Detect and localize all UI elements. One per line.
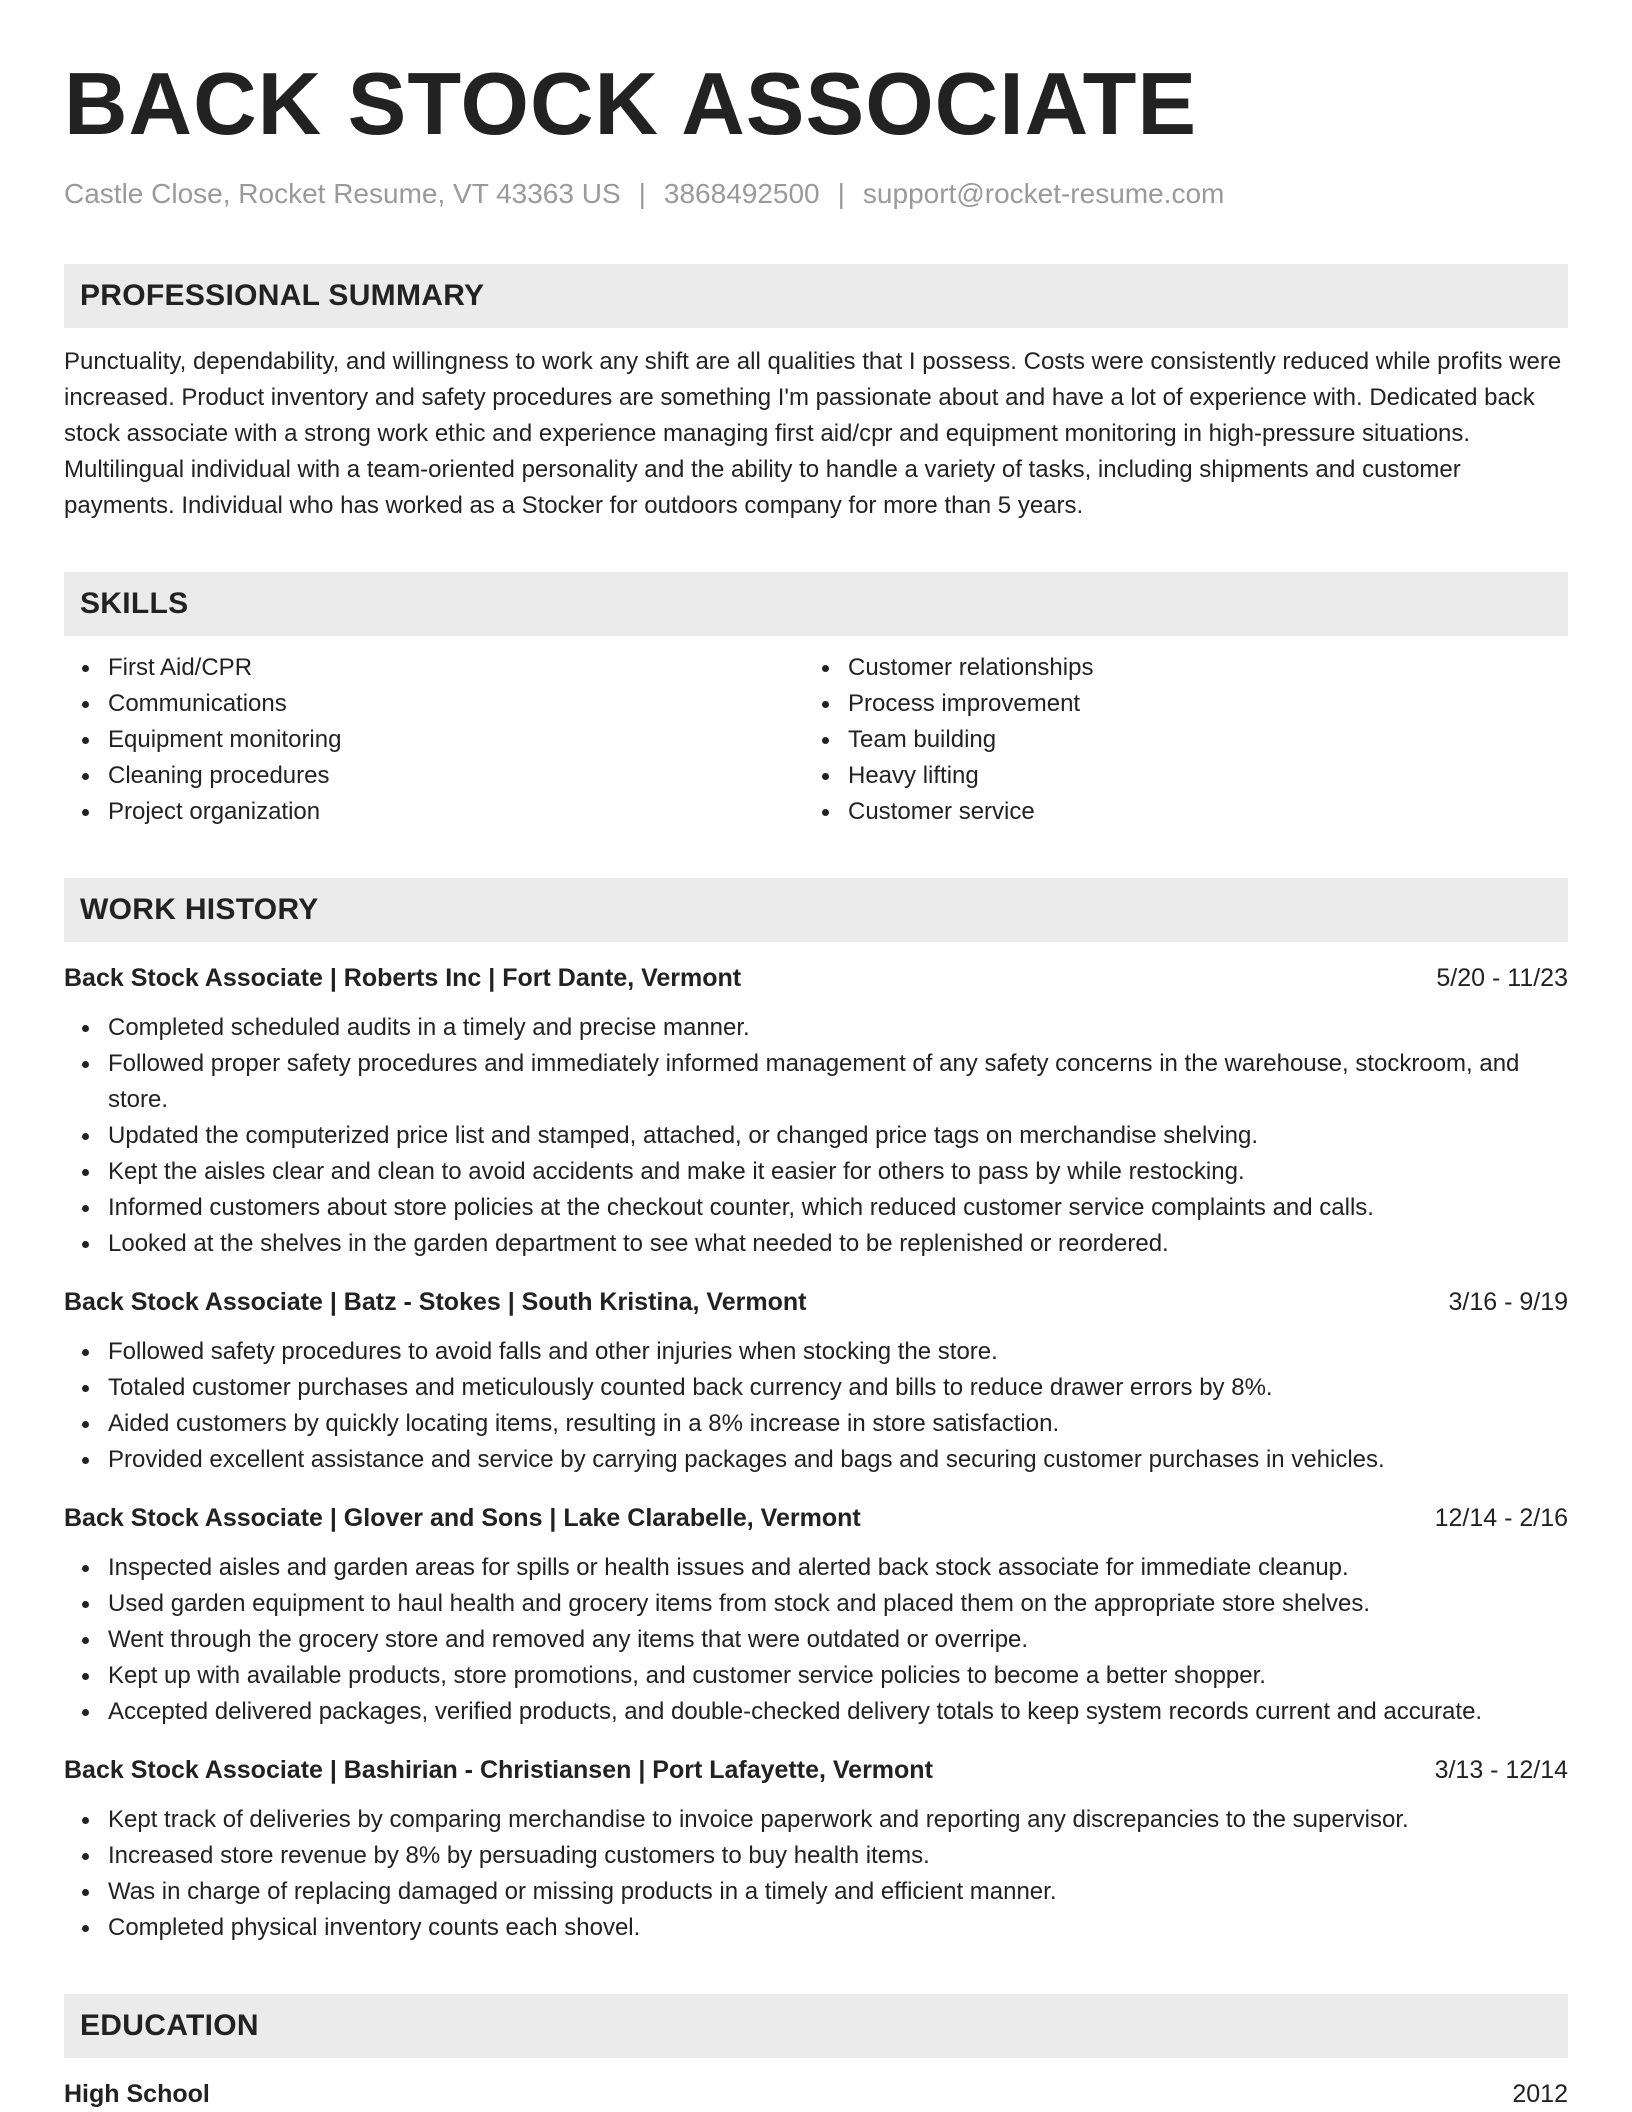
resume-name: BACK STOCK ASSOCIATE: [64, 54, 1198, 153]
skills-heading: SKILLS: [64, 572, 1568, 636]
job-bullet: Updated the computerized price list and stamped, attached, or changed price tags on merchandise shelving.: [108, 1118, 1568, 1154]
job-bullet: Followed safety procedures to avoid falls and other injuries when stocking the store.: [108, 1334, 1568, 1370]
job-bullets: [64, 1802, 1568, 1946]
job-header: [64, 960, 1568, 996]
job-bullet: Accepted delivered packages, verified products, and double-checked delivery totals to keep system records current and accurate.: [108, 1694, 1568, 1730]
work-history-heading: WORK HISTORY: [64, 878, 1568, 942]
contact-separator: |: [638, 178, 646, 209]
job-title: Back Stock Associate | Glover and Sons | Lake Clarabelle, Vermont: [64, 1504, 861, 1532]
job-entry: [64, 1284, 1568, 1478]
summary-heading: PROFESSIONAL SUMMARY: [64, 264, 1568, 328]
job-header: [64, 1500, 1568, 1536]
job-bullets: [64, 1010, 1568, 1262]
skill-item: Team building: [848, 722, 1544, 758]
skill-item: Customer relationships: [848, 650, 1544, 686]
job-bullet: Totaled customer purchases and meticulously counted back currency and bills to reduce drawer errors by 8%.: [108, 1370, 1568, 1406]
skill-item: First Aid/CPR: [108, 650, 804, 686]
job-entry: [64, 960, 1568, 1262]
job-header: [64, 1284, 1568, 1320]
job-bullet: Looked at the shelves in the garden department to see what needed to be replenished or reordered.: [108, 1226, 1568, 1262]
job-dates: 3/13 - 12/14: [1434, 1756, 1568, 1784]
job-bullet: Kept the aisles clear and clean to avoid accidents and make it easier for others to pass by while restocking.: [108, 1154, 1568, 1190]
job-bullet: Informed customers about store policies at the checkout counter, which reduced customer service complaints and calls.: [108, 1190, 1568, 1226]
summary-text: Punctuality, dependability, and willingness to work any shift are all qualities that I possess. Costs were consistently reduced while profits were increased. Product inventory and safety procedures are something I'm passionate about and have a lot of experience with. Dedicated back stock associate with a strong work ethic and experience managing first aid/cpr and equipment monitoring in high-pressure situations. Multilingual individual with a team-oriented personality and the ability to handle a variety of tasks, including shipments and customer payments. Individual who has worked as a Stocker for outdoors company for more than 5 years.: [64, 348, 1562, 519]
job-bullet: Aided customers by quickly locating items, resulting in a 8% increase in store satisfaction.: [108, 1406, 1568, 1442]
skill-item: Customer service: [848, 794, 1544, 830]
job-title: Back Stock Associate | Batz - Stokes | South Kristina, Vermont: [64, 1288, 807, 1316]
skills-list: [64, 650, 1568, 830]
contact-email: support@rocket-resume.com: [862, 178, 1225, 209]
education-year: 2012: [1512, 2080, 1568, 2108]
job-bullet: Was in charge of replacing damaged or missing products in a timely and efficient manner.: [108, 1874, 1568, 1910]
job-bullet: Followed proper safety procedures and immediately informed management of any safety concerns in the warehouse, stockroom, and store.: [108, 1046, 1568, 1118]
skill-item: Process improvement: [848, 686, 1544, 722]
education-school: High School: [64, 2080, 210, 2108]
job-bullet: Kept track of deliveries by comparing merchandise to invoice paperwork and reporting any discrepancies to the supervisor.: [108, 1802, 1568, 1838]
job-bullet: Went through the grocery store and removed any items that were outdated or overripe.: [108, 1622, 1568, 1658]
education-entry: [64, 2076, 1568, 2112]
job-dates: 3/16 - 9/19: [1448, 1288, 1568, 1316]
job-bullet: Kept up with available products, store promotions, and customer service policies to become a better shopper.: [108, 1658, 1568, 1694]
education-heading: EDUCATION: [64, 1994, 1568, 2058]
skills-column-left: [64, 650, 804, 830]
job-header: [64, 1752, 1568, 1788]
job-dates: 12/14 - 2/16: [1434, 1504, 1568, 1532]
skill-item: Project organization: [108, 794, 804, 830]
skill-item: Equipment monitoring: [108, 722, 804, 758]
contact-line: [64, 176, 1568, 212]
job-title: Back Stock Associate | Bashirian - Christiansen | Port Lafayette, Vermont: [64, 1756, 933, 1784]
job-entry: [64, 1752, 1568, 1946]
job-entry: [64, 1500, 1568, 1730]
job-bullet: Used garden equipment to haul health and grocery items from stock and placed them on the appropriate store shelves.: [108, 1586, 1568, 1622]
job-bullet: Provided excellent assistance and service by carrying packages and bags and securing customer purchases in vehicles.: [108, 1442, 1568, 1478]
contact-address: Castle Close, Rocket Resume, VT 43363 US: [64, 178, 621, 209]
skill-item: Communications: [108, 686, 804, 722]
contact-phone: 3868492500: [663, 178, 820, 209]
skill-item: Heavy lifting: [848, 758, 1544, 794]
job-bullet: Increased store revenue by 8% by persuading customers to buy health items.: [108, 1838, 1568, 1874]
job-bullet: Completed scheduled audits in a timely and precise manner.: [108, 1010, 1568, 1046]
job-title: Back Stock Associate | Roberts Inc | Fort Dante, Vermont: [64, 964, 742, 992]
job-bullets: [64, 1334, 1568, 1478]
job-dates: 5/20 - 11/23: [1436, 964, 1568, 992]
job-bullet: Completed physical inventory counts each shovel.: [108, 1910, 1568, 1946]
job-bullet: Inspected aisles and garden areas for spills or health issues and alerted back stock associate for immediate cleanup.: [108, 1550, 1568, 1586]
skills-column-right: [804, 650, 1544, 830]
job-bullets: [64, 1550, 1568, 1730]
skill-item: Cleaning procedures: [108, 758, 804, 794]
contact-separator: |: [837, 178, 845, 209]
